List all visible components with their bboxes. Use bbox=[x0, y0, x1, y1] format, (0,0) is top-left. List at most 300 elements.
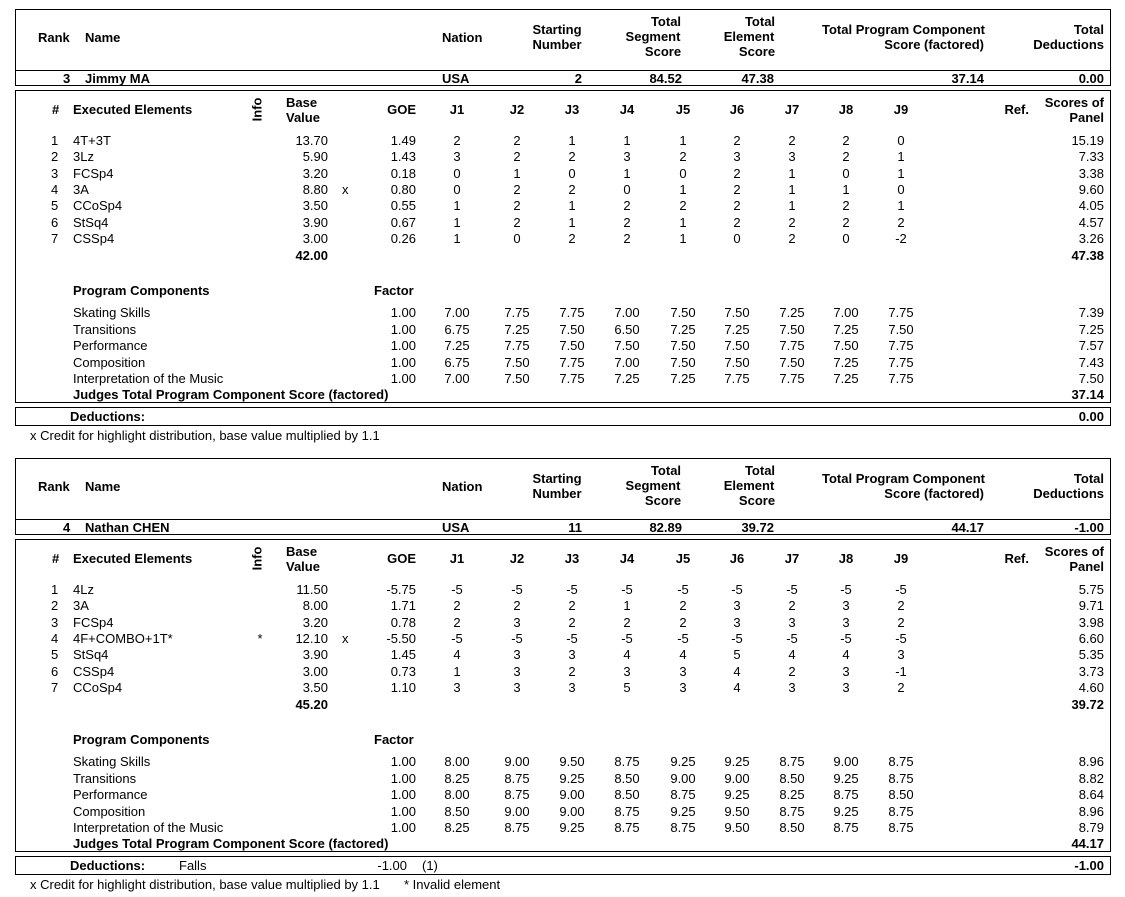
element-judge-score: 2 bbox=[788, 598, 796, 614]
element-panel-score: 4.05 bbox=[1078, 198, 1104, 214]
element-judge-score: 4 bbox=[842, 647, 850, 663]
element-name: 4F+COMBO+1T* bbox=[73, 630, 173, 646]
component-judge-score: 7.50 bbox=[504, 354, 530, 370]
element-judge-score: 2 bbox=[842, 149, 850, 165]
component-judge-score: 7.50 bbox=[779, 354, 805, 370]
col-info: Info bbox=[249, 546, 265, 571]
element-base-value: 11.50 bbox=[296, 582, 328, 597]
element-judge-score: 2 bbox=[897, 679, 905, 695]
component-factor: 1.00 bbox=[390, 787, 416, 802]
component-judge-score: 8.75 bbox=[779, 754, 805, 769]
element-panel-score: 4.60 bbox=[1078, 679, 1104, 695]
component-judge-score: 6.50 bbox=[614, 321, 640, 337]
header-number: Number bbox=[532, 486, 582, 501]
component-judge-score: 7.25 bbox=[614, 371, 640, 386]
component-judge-score: 7.25 bbox=[670, 371, 696, 386]
element-judge-score: -5 bbox=[451, 582, 463, 597]
header-starting: Starting bbox=[532, 471, 582, 486]
element-judge-score: 1 bbox=[453, 214, 461, 230]
element-judge-score: 2 bbox=[842, 198, 850, 214]
component-judge-score: 7.25 bbox=[444, 338, 470, 353]
header-nation: Nation bbox=[442, 479, 483, 494]
element-judge-score: 2 bbox=[453, 598, 461, 614]
element-judge-score: -2 bbox=[895, 230, 907, 246]
component-judge-score: 7.00 bbox=[833, 305, 859, 320]
col-judge: J2 bbox=[509, 102, 525, 117]
element-judge-score: 2 bbox=[679, 598, 687, 614]
col-judge: J1 bbox=[449, 551, 465, 566]
judges-total-label: Judges Total Program Component Score (factored) bbox=[73, 387, 389, 402]
element-judge-score: 3 bbox=[842, 598, 850, 614]
element-number: 1 bbox=[51, 133, 59, 148]
component-judge-score: 9.00 bbox=[724, 770, 750, 786]
skater-tes: 39.72 bbox=[741, 520, 774, 535]
header-element: Element bbox=[723, 29, 775, 44]
col-scores-of: Scores of bbox=[1044, 544, 1104, 559]
component-judge-score: 9.00 bbox=[504, 754, 530, 769]
element-judge-score: 0 bbox=[733, 230, 741, 246]
skater-deductions: 0.00 bbox=[1078, 71, 1104, 86]
component-judge-score: 8.00 bbox=[444, 787, 470, 802]
header-score2: Score bbox=[738, 493, 776, 508]
element-judge-score: 2 bbox=[788, 133, 796, 148]
component-name: Performance bbox=[73, 338, 148, 353]
col-judge: J6 bbox=[729, 551, 745, 566]
element-judge-score: 2 bbox=[733, 214, 741, 230]
element-number: 5 bbox=[51, 647, 59, 663]
component-score: 8.79 bbox=[1078, 820, 1104, 835]
component-factor: 1.00 bbox=[390, 770, 416, 786]
component-judge-score: 8.75 bbox=[888, 770, 914, 786]
element-judge-score: 0 bbox=[842, 165, 850, 181]
component-judge-score: 7.75 bbox=[888, 354, 914, 370]
element-judge-score: -5 bbox=[786, 630, 798, 646]
element-judge-score: 2 bbox=[568, 230, 576, 246]
deductions-total: 0.00 bbox=[1078, 409, 1104, 424]
element-goe: 0.18 bbox=[390, 165, 416, 181]
element-judge-score: 2 bbox=[623, 614, 631, 630]
skater-pcs: 44.17 bbox=[951, 520, 984, 535]
element-judge-score: 2 bbox=[513, 214, 521, 230]
deductions-total: -1.00 bbox=[1074, 858, 1104, 873]
skater-rank: 4 bbox=[63, 520, 71, 535]
element-judge-score: 1 bbox=[679, 181, 687, 197]
element-base-value: 3.90 bbox=[302, 647, 328, 663]
col-base: Base bbox=[286, 544, 318, 559]
col-ref: Ref. bbox=[1004, 551, 1029, 566]
element-judge-score: 3 bbox=[842, 614, 850, 630]
header-tpcs1: Total Program Component bbox=[822, 471, 985, 486]
components-factor: Factor bbox=[374, 732, 414, 747]
header-number: Number bbox=[532, 37, 582, 52]
panel-score-total: 39.72 bbox=[1071, 697, 1104, 712]
component-judge-score: 8.75 bbox=[888, 754, 914, 769]
component-judge-score: 7.50 bbox=[670, 305, 696, 320]
element-base-value: 13.70 bbox=[295, 133, 328, 148]
col-value: Value bbox=[286, 559, 320, 574]
element-judge-score: 2 bbox=[733, 198, 741, 214]
component-score: 7.25 bbox=[1078, 321, 1104, 337]
component-judge-score: 9.25 bbox=[724, 787, 750, 802]
skater-nation: USA bbox=[442, 71, 470, 86]
element-name: CCoSp4 bbox=[73, 679, 123, 695]
header-total-segment: Total bbox=[650, 463, 682, 478]
element-panel-score: 9.71 bbox=[1078, 598, 1104, 614]
element-judge-score: 1 bbox=[788, 181, 796, 197]
component-judge-score: 7.50 bbox=[724, 305, 750, 320]
element-number: 4 bbox=[51, 630, 59, 646]
component-judge-score: 7.50 bbox=[670, 338, 696, 353]
header-divider bbox=[15, 519, 1111, 520]
component-factor: 1.00 bbox=[390, 371, 416, 386]
component-name: Interpretation of the Music bbox=[73, 820, 224, 835]
element-judge-score: 3 bbox=[679, 679, 687, 695]
element-judge-score: 2 bbox=[733, 165, 741, 181]
element-judge-score: 2 bbox=[513, 133, 521, 148]
element-number: 6 bbox=[51, 214, 59, 230]
component-judge-score: 7.00 bbox=[614, 305, 640, 320]
element-judge-score: 1 bbox=[623, 165, 631, 181]
element-judge-score: 2 bbox=[623, 214, 631, 230]
element-judge-score: -5 bbox=[451, 630, 463, 646]
component-judge-score: 7.75 bbox=[888, 305, 914, 320]
element-judge-score: 1 bbox=[513, 165, 521, 181]
component-judge-score: 7.50 bbox=[670, 354, 696, 370]
component-score: 7.43 bbox=[1078, 354, 1104, 370]
deductions-box bbox=[15, 407, 1111, 426]
element-judge-score: 3 bbox=[568, 647, 576, 663]
element-judge-score: 3 bbox=[513, 647, 521, 663]
element-judge-score: 2 bbox=[453, 614, 461, 630]
component-factor: 1.00 bbox=[390, 820, 416, 835]
element-number: 5 bbox=[51, 198, 59, 214]
col-executed: Executed Elements bbox=[73, 102, 193, 117]
element-judge-score: 3 bbox=[842, 679, 850, 695]
element-name: 4Lz bbox=[73, 582, 94, 597]
component-judge-score: 7.75 bbox=[559, 305, 585, 320]
element-judge-score: 1 bbox=[679, 230, 687, 246]
base-value-total: 42.00 bbox=[295, 248, 328, 263]
components-title: Program Components bbox=[73, 732, 210, 747]
component-judge-score: 8.75 bbox=[614, 820, 640, 835]
component-judge-score: 8.25 bbox=[779, 787, 805, 802]
element-judge-score: 2 bbox=[897, 614, 905, 630]
element-judge-score: -5 bbox=[895, 582, 907, 597]
header-deductions: Deductions bbox=[1033, 37, 1104, 52]
element-judge-score: 3 bbox=[733, 598, 741, 614]
element-judge-score: -5 bbox=[840, 630, 852, 646]
component-judge-score: 8.75 bbox=[504, 820, 530, 835]
component-judge-score: 7.50 bbox=[888, 321, 914, 337]
element-judge-score: 2 bbox=[788, 214, 796, 230]
element-judge-score: 2 bbox=[453, 133, 461, 148]
element-judge-score: -5 bbox=[895, 630, 907, 646]
element-goe: 0.55 bbox=[390, 198, 416, 214]
col-goe: GOE bbox=[387, 551, 416, 566]
col-judge: J8 bbox=[838, 102, 854, 117]
col-scores-of: Scores of bbox=[1044, 95, 1104, 110]
element-judge-score: 2 bbox=[568, 614, 576, 630]
element-name: FCSp4 bbox=[73, 614, 114, 630]
header-tpcs2: Score (factored) bbox=[884, 37, 984, 52]
element-goe: 0.73 bbox=[390, 663, 416, 679]
element-judge-score: 2 bbox=[733, 181, 741, 197]
element-judge-score: -5 bbox=[511, 630, 523, 646]
header-name: Name bbox=[85, 479, 121, 494]
element-judge-score: 4 bbox=[733, 679, 741, 695]
element-judge-score: 4 bbox=[453, 647, 461, 663]
component-judge-score: 8.75 bbox=[614, 803, 640, 819]
col-executed: Executed Elements bbox=[73, 551, 193, 566]
element-judge-score: -5 bbox=[621, 630, 633, 646]
components-factor: Factor bbox=[374, 283, 414, 298]
component-judge-score: 7.75 bbox=[888, 371, 914, 386]
col-judge: J7 bbox=[784, 551, 800, 566]
skater-start-number: 2 bbox=[574, 71, 582, 86]
component-judge-score: 9.50 bbox=[724, 820, 750, 835]
element-goe: 1.49 bbox=[390, 133, 416, 148]
component-factor: 1.00 bbox=[390, 354, 416, 370]
header-nation: Nation bbox=[442, 30, 483, 45]
element-name: CSSp4 bbox=[73, 230, 115, 246]
skater-deductions: -1.00 bbox=[1074, 520, 1104, 535]
component-judge-score: 9.25 bbox=[559, 770, 585, 786]
header-rank: Rank bbox=[38, 479, 70, 494]
component-judge-score: 8.50 bbox=[614, 770, 640, 786]
deduction-type: Falls bbox=[179, 858, 207, 873]
component-judge-score: 9.25 bbox=[670, 803, 696, 819]
element-judge-score: 1 bbox=[679, 214, 687, 230]
component-score: 8.96 bbox=[1078, 754, 1104, 769]
component-judge-score: 8.25 bbox=[444, 820, 470, 835]
header-rank: Rank bbox=[38, 30, 70, 45]
header-tpcs2: Score (factored) bbox=[884, 486, 984, 501]
component-name: Composition bbox=[73, 354, 146, 370]
element-judge-score: 2 bbox=[733, 133, 741, 148]
col-judge: J6 bbox=[729, 102, 745, 117]
element-judge-score: 1 bbox=[568, 198, 576, 214]
element-judge-score: -5 bbox=[840, 582, 852, 597]
element-panel-score: 5.75 bbox=[1078, 582, 1104, 597]
element-judge-score: 0 bbox=[453, 165, 461, 181]
component-judge-score: 9.00 bbox=[833, 754, 859, 769]
element-judge-score: -5 bbox=[566, 582, 578, 597]
component-judge-score: 9.00 bbox=[559, 803, 585, 819]
element-judge-score: 1 bbox=[568, 133, 576, 148]
component-score: 8.64 bbox=[1078, 787, 1104, 802]
element-name: StSq4 bbox=[73, 214, 109, 230]
component-judge-score: 8.75 bbox=[888, 803, 914, 819]
component-judge-score: 9.00 bbox=[504, 803, 530, 819]
component-score: 7.57 bbox=[1078, 338, 1104, 353]
element-base-value: 8.80 bbox=[302, 181, 328, 197]
element-judge-score: 0 bbox=[623, 181, 631, 197]
element-base-value: 3.00 bbox=[302, 663, 328, 679]
element-judge-score: 1 bbox=[453, 198, 461, 214]
component-name: Composition bbox=[73, 803, 146, 819]
col-judge: J8 bbox=[838, 551, 854, 566]
component-score: 7.50 bbox=[1078, 371, 1104, 386]
element-judge-score: 3 bbox=[453, 149, 461, 165]
component-judge-score: 8.50 bbox=[614, 787, 640, 802]
component-judge-score: 7.50 bbox=[724, 354, 750, 370]
element-judge-score: -1 bbox=[895, 663, 907, 679]
header-total-element: Total bbox=[744, 463, 776, 478]
component-score: 7.39 bbox=[1078, 305, 1104, 320]
element-judge-score: 4 bbox=[788, 647, 796, 663]
component-judge-score: 8.50 bbox=[779, 770, 805, 786]
component-judge-score: 8.50 bbox=[888, 787, 914, 802]
element-number: 7 bbox=[51, 230, 59, 246]
element-base-value: 3.00 bbox=[302, 230, 328, 246]
component-judge-score: 9.25 bbox=[559, 820, 585, 835]
deduction-count: (1) bbox=[422, 858, 438, 873]
element-judge-score: 3 bbox=[513, 679, 521, 695]
element-judge-score: 2 bbox=[623, 230, 631, 246]
component-judge-score: 7.50 bbox=[614, 338, 640, 353]
component-judge-score: 7.25 bbox=[779, 305, 805, 320]
component-judge-score: 6.75 bbox=[444, 354, 470, 370]
element-judge-score: 1 bbox=[679, 133, 687, 148]
element-judge-score: 3 bbox=[679, 663, 687, 679]
skater-tss: 82.89 bbox=[649, 520, 682, 535]
col-judge: J2 bbox=[509, 551, 525, 566]
skater-start-number: 11 bbox=[568, 520, 582, 535]
element-name: CSSp4 bbox=[73, 663, 115, 679]
element-judge-score: -5 bbox=[731, 582, 743, 597]
element-judge-score: 3 bbox=[453, 679, 461, 695]
component-judge-score: 8.75 bbox=[670, 787, 696, 802]
element-judge-score: 0 bbox=[568, 165, 576, 181]
element-goe: 1.45 bbox=[390, 647, 416, 663]
element-panel-score: 3.38 bbox=[1078, 165, 1104, 181]
element-panel-score: 4.57 bbox=[1078, 214, 1104, 230]
component-judge-score: 7.75 bbox=[779, 338, 805, 353]
col-judge: J3 bbox=[564, 102, 580, 117]
skater-block bbox=[0, 449, 1125, 897]
element-panel-score: 6.60 bbox=[1078, 630, 1104, 646]
element-goe: 0.67 bbox=[390, 214, 416, 230]
component-judge-score: 8.75 bbox=[504, 787, 530, 802]
component-judge-score: 7.75 bbox=[504, 305, 530, 320]
component-name: Interpretation of the Music bbox=[73, 371, 224, 386]
element-base-value: 12.10 bbox=[295, 630, 328, 646]
col-judge: J4 bbox=[619, 102, 635, 117]
component-factor: 1.00 bbox=[390, 803, 416, 819]
col-info: Info bbox=[249, 97, 265, 122]
header-element: Element bbox=[723, 478, 775, 493]
header-divider bbox=[15, 70, 1111, 71]
element-goe: 0.80 bbox=[390, 181, 416, 197]
element-number: 2 bbox=[51, 149, 59, 165]
element-judge-score: 3 bbox=[623, 663, 631, 679]
component-judge-score: 7.75 bbox=[779, 371, 805, 386]
component-judge-score: 8.75 bbox=[670, 820, 696, 835]
header-total-ded: Total bbox=[1073, 22, 1104, 37]
element-judge-score: 2 bbox=[897, 214, 905, 230]
col-judge: J9 bbox=[893, 102, 909, 117]
header-total-segment: Total bbox=[650, 14, 682, 29]
element-judge-score: 2 bbox=[513, 598, 521, 614]
element-judge-score: 0 bbox=[897, 133, 905, 148]
element-judge-score: 0 bbox=[453, 181, 461, 197]
element-judge-score: 1 bbox=[453, 663, 461, 679]
component-factor: 1.00 bbox=[390, 754, 416, 769]
component-judge-score: 9.00 bbox=[559, 787, 585, 802]
components-title: Program Components bbox=[73, 283, 210, 298]
element-judge-score: 0 bbox=[842, 230, 850, 246]
component-judge-score: 7.00 bbox=[444, 305, 470, 320]
element-judge-score: 3 bbox=[513, 614, 521, 630]
component-judge-score: 9.25 bbox=[833, 770, 859, 786]
element-base-value: 3.90 bbox=[302, 214, 328, 230]
component-judge-score: 7.25 bbox=[724, 321, 750, 337]
element-judge-score: 3 bbox=[897, 647, 905, 663]
header-score: Score bbox=[644, 493, 682, 508]
panel-score-total: 47.38 bbox=[1071, 248, 1104, 263]
element-judge-score: 0 bbox=[679, 165, 687, 181]
footnote-highlight: x Credit for highlight distribution, base value multiplied by 1.1 bbox=[30, 877, 380, 892]
component-judge-score: 9.50 bbox=[724, 803, 750, 819]
element-panel-score: 3.98 bbox=[1078, 614, 1104, 630]
skater-tss: 84.52 bbox=[649, 71, 682, 86]
judges-total-value: 37.14 bbox=[1071, 387, 1104, 402]
col-number: # bbox=[52, 102, 60, 117]
header-starting: Starting bbox=[532, 22, 582, 37]
element-panel-score: 15.19 bbox=[1071, 133, 1104, 148]
component-name: Skating Skills bbox=[73, 305, 151, 320]
deduction-value: -1.00 bbox=[377, 858, 407, 873]
element-name: 4T+3T bbox=[73, 133, 111, 148]
element-name: 3A bbox=[73, 598, 89, 614]
header-name: Name bbox=[85, 30, 121, 45]
col-judge: J5 bbox=[675, 551, 691, 566]
component-name: Transitions bbox=[73, 321, 137, 337]
skater-rank: 3 bbox=[63, 71, 71, 86]
element-panel-score: 7.33 bbox=[1078, 149, 1104, 165]
component-judge-score: 7.75 bbox=[724, 371, 750, 386]
component-judge-score: 7.50 bbox=[559, 321, 585, 337]
component-judge-score: 9.25 bbox=[833, 803, 859, 819]
element-judge-score: 3 bbox=[733, 614, 741, 630]
element-name: StSq4 bbox=[73, 647, 109, 663]
element-judge-score: 5 bbox=[623, 679, 631, 695]
element-judge-score: 5 bbox=[733, 647, 741, 663]
element-base-value: 3.50 bbox=[302, 679, 328, 695]
element-judge-score: 1 bbox=[897, 198, 905, 214]
judges-total-label: Judges Total Program Component Score (factored) bbox=[73, 836, 389, 851]
element-judge-score: -5 bbox=[677, 582, 689, 597]
element-goe: 0.26 bbox=[390, 230, 416, 246]
component-judge-score: 9.00 bbox=[670, 770, 696, 786]
component-judge-score: 7.75 bbox=[559, 371, 585, 386]
component-judge-score: 9.25 bbox=[670, 754, 696, 769]
element-judge-score: -5 bbox=[786, 582, 798, 597]
element-judge-score: 1 bbox=[788, 165, 796, 181]
element-base-value: 3.50 bbox=[302, 198, 328, 214]
component-judge-score: 7.50 bbox=[504, 371, 530, 386]
element-judge-score: 3 bbox=[568, 679, 576, 695]
element-panel-score: 5.35 bbox=[1078, 647, 1104, 663]
element-name: CCoSp4 bbox=[73, 198, 123, 214]
element-judge-score: 1 bbox=[842, 181, 850, 197]
element-judge-score: 3 bbox=[788, 614, 796, 630]
element-judge-score: 2 bbox=[679, 614, 687, 630]
component-name: Skating Skills bbox=[73, 754, 151, 769]
footnote-highlight: x Credit for highlight distribution, base value multiplied by 1.1 bbox=[30, 428, 380, 443]
header-deductions: Deductions bbox=[1033, 486, 1104, 501]
element-judge-score: 2 bbox=[568, 663, 576, 679]
